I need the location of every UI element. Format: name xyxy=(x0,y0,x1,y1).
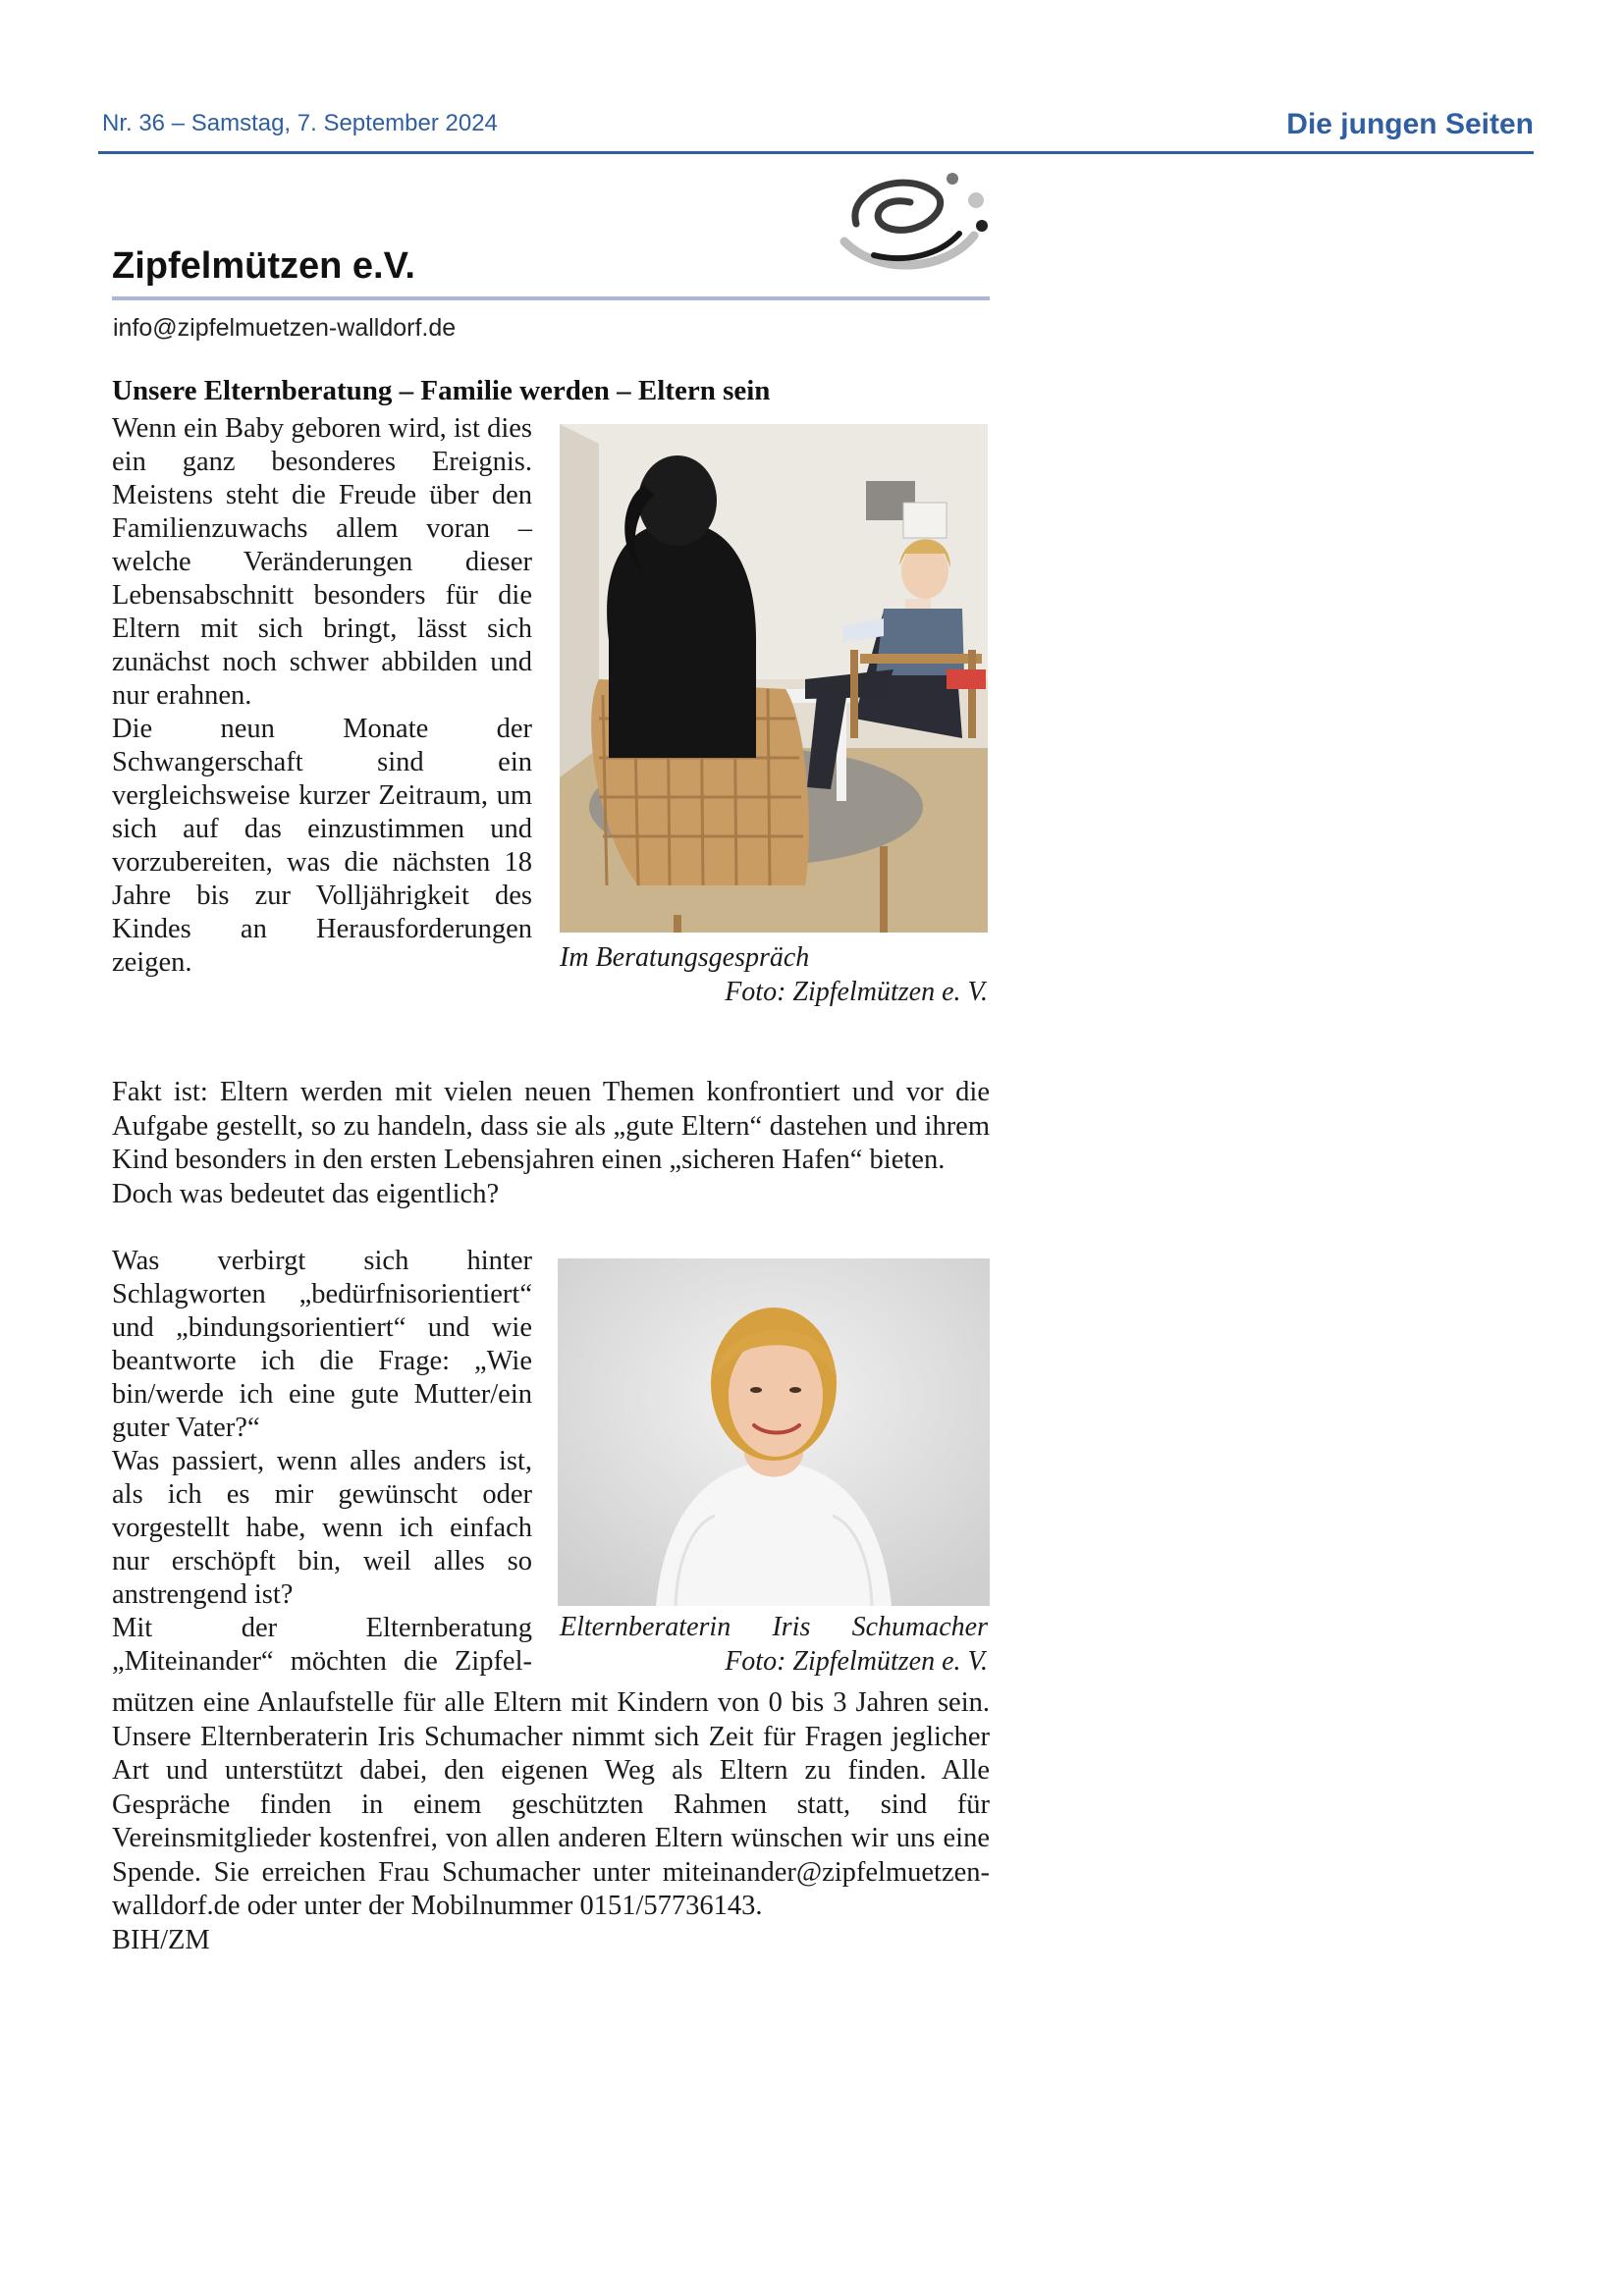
contact-email: info@zipfelmuetzen-walldorf.de xyxy=(113,314,457,342)
intro-paragraph-1: Wenn ein Baby geboren wird, ist dies ein ganz besonderes Ereignis. Meistens steht die Freude über den Familienzuwachs allem voran – welche Veränderungen dieser Lebensabschnitt besonders für die Eltern mit sich bringt, lässt sich zunächst noch schwer abbilden und nur erahnen. xyxy=(112,413,532,711)
closing-block xyxy=(112,1686,990,1957)
questions-column xyxy=(112,1245,532,1679)
organization-name: Zipfelmützen e.V. xyxy=(112,245,415,287)
section-title: Die jungen Seiten xyxy=(1286,108,1534,140)
portrait-caption-block xyxy=(560,1610,988,1679)
issue-date: Nr. 36 – Samstag, 7. September 2024 xyxy=(102,110,498,136)
page-header xyxy=(98,106,1534,154)
intro-column xyxy=(112,412,532,980)
zipfelmuetzen-logo-icon xyxy=(837,165,996,285)
question-line: Doch was bedeutet das eigentlich? xyxy=(112,1178,500,1209)
question-paragraph-2: Was passiert, wenn alles anders ist, als ich es mir gewünscht oder vorgestellt habe, wenn ich einfach nur erschöpft bin, weil alles so anstrengend ist? xyxy=(112,1446,532,1610)
title-divider xyxy=(112,296,990,300)
miteinander-start: Mit der Elternberatung „Miteinander“ möchten die Zipfel- xyxy=(112,1613,532,1677)
question-paragraph-1: Was verbirgt sich hinter Schlagworten „bedürfnisorientiert“ und „bindungsorientiert“ und wie beantworte ich die Frage: „Wie bin/werde ich eine gute Mutter/ein guter Vater?“ xyxy=(112,1246,532,1443)
consultation-caption-block xyxy=(560,940,988,1009)
miteinander-paragraph: mützen eine Anlaufstelle für alle Eltern mit Kindern von 0 bis 3 Jahren sein. Unsere Elternberaterin Iris Schumacher nimmt sich Zeit für Fragen jeglicher Art und unterstützt dabei, den eigenen Weg als Eltern zu finden. Alle Gespräche finden in einem geschützten Rahmen statt, sind für Vereinsmitglieder kostenfrei, von allen anderen Eltern wünschen wir uns eine Spende. Sie erreichen Frau Schumacher unter miteinander@zipfelmuetzen-walldorf.de oder unter der Mobilnummer 0151/57736143. xyxy=(112,1687,990,1921)
portrait-photo-credit: Foto: Zipfelmützen e. V. xyxy=(725,1646,988,1677)
fakt-block xyxy=(112,1076,990,1211)
fakt-paragraph: Fakt ist: Eltern werden mit vielen neuen Themen konfrontiert und vor die Aufgabe gestellt, so zu handeln, dass sie als „gute Eltern“ dastehen und ihrem Kind besonders in den ersten Lebensjahren einen „sicheren Hafen“ bieten. xyxy=(112,1077,990,1175)
consultation-photo xyxy=(560,424,988,933)
article-headline: Unsere Elternberatung – Familie werden – Eltern sein xyxy=(112,375,771,406)
consultation-caption: Im Beratungsgespräch xyxy=(560,942,810,973)
consultation-photo-credit: Foto: Zipfelmützen e. V. xyxy=(725,977,988,1007)
author-signature: BIH/ZM xyxy=(112,1924,210,1955)
portrait-photo xyxy=(558,1258,990,1606)
portrait-caption: Elternberaterin Iris Schumacher xyxy=(560,1612,988,1642)
intro-paragraph-2: Die neun Monate der Schwangerschaft sind ein vergleichsweise kurzer Zeitraum, um sich auf das einzustimmen und vorzubereiten, was die nächsten 18 Jahre bis zur Volljährigkeit des Kindes an Herausforderungen zeigen. xyxy=(112,714,532,978)
